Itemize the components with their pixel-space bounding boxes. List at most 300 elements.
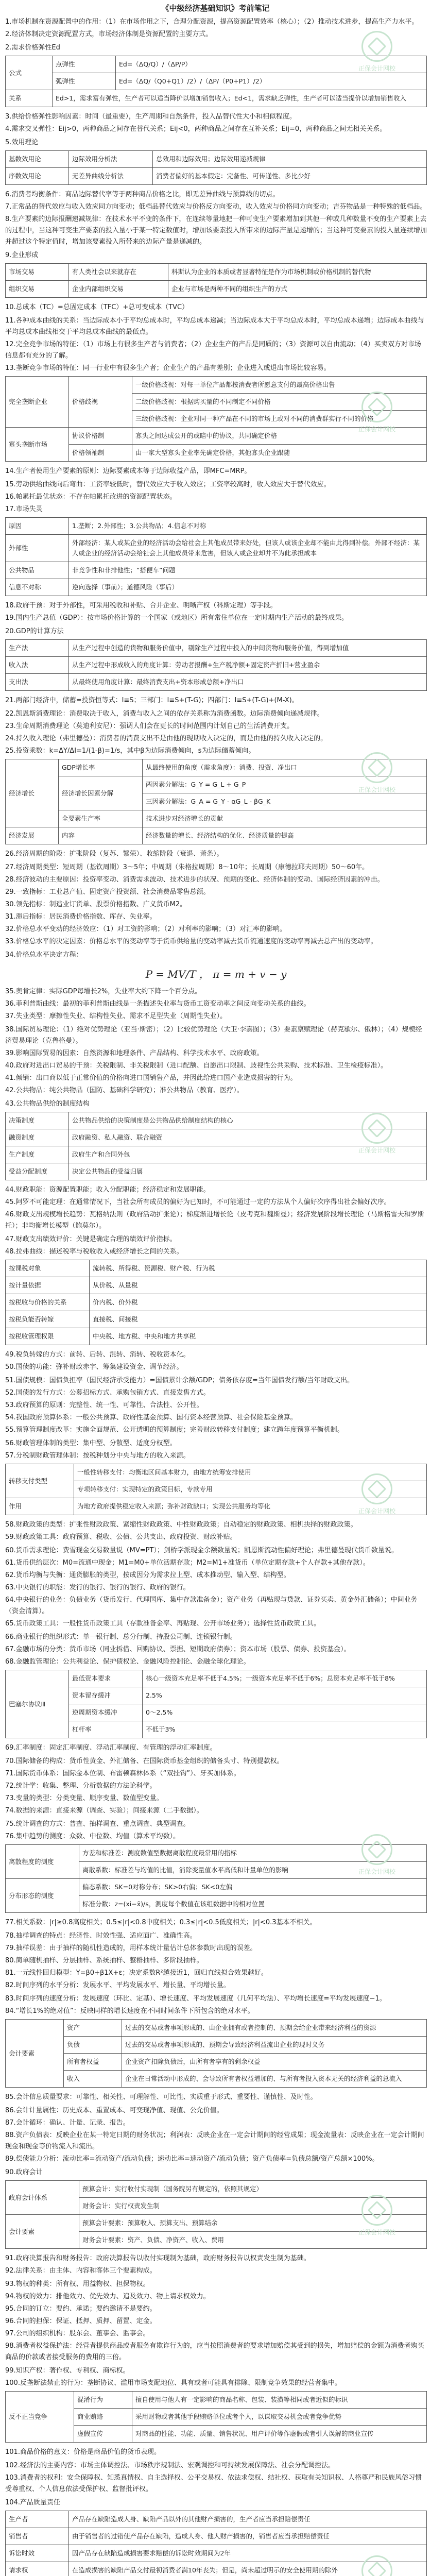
section-20: [5, 1819, 427, 1928]
watermark-text: 正保会计网校: [358, 426, 395, 433]
paragraph: 93.物权的种类：所有权、用益物权、担保物权。: [5, 2280, 150, 2288]
paragraph: 52.国债的发行方式：公募招标方式、承购包销方式、直接发售方式。: [5, 1389, 210, 1397]
table-cell: 经济发展: [6, 827, 59, 844]
table-row: [6, 1294, 427, 1311]
section-3: [5, 137, 427, 248]
paragraph: 96.合同的担保：保证、抵押、质押、留置、定金。: [5, 2317, 157, 2325]
paragraph: 94.物权的效力：排他效力、优先效力、追及效力、物上请求权效力。: [5, 2293, 210, 2300]
paragraph: 8.生产要素的边际报酬递减规律：在技术水平不变的条件下，在连续等量地把一种可变生产要素增加到其他一种或几种数量不变的生产要素上去的过程中，当这种可变生产要素的投入量小于某一特定数值时，增加该要素投入所带来的边际产量是递增的；当这种可变要素的投入量连续增加并超过这个特定值时，增加该要素投入所带来的边际产量是递减的。: [5, 215, 427, 246]
paragraph: 36.菲利普斯曲线：最初的菲利普斯曲线是一条描述失业率与货币工资变动率之间反向变动关系的曲线。: [5, 1000, 311, 1008]
section-16: [5, 1438, 427, 1543]
table-cell: 偏态系数：SK=0对称分布；SK>0右偏；SK<0左偏: [79, 1879, 427, 1896]
table-cell: 过去的交易或者事项形成的、预期会导致经济利益流出企业的现时义务: [122, 2037, 427, 2054]
table-cell: 逆向选择（事前）；道德风险（事后）: [69, 579, 427, 596]
paragraph: 3.供给价格弹性影响因素：时间（最重要），生产周期和自然条件，投入品替代性大小和相似程度。: [5, 113, 296, 121]
paragraph: 78.抽样调查的特点：经济性、时效性强、适应面广、准确性高。: [5, 1932, 197, 1940]
paragraph: 15.劳动供给曲线向后弯曲：工资率较低时，替代效应大于收入效应；工资率较高时，收入效应大于替代效应。: [5, 481, 331, 488]
table-row: [6, 1845, 427, 1862]
table-row: [6, 2545, 427, 2562]
table-cell: 产品存在缺陷造成人身、缺陷产品以外的其他财产损害的，生产者应当承担赔偿责任: [69, 2511, 427, 2528]
paragraph: 92.法律关系：由主体、内容和客体三个要素构成。: [5, 2267, 157, 2275]
table-cell: 逆周期资本缓冲: [69, 1704, 143, 1721]
table-cell: 对商品的性能、功能、质量、销售状况、用户评价等作虚假或者引人误解的商业宣传: [132, 2426, 427, 2443]
table-row: [6, 1687, 427, 1704]
paragraph: 95.合同的订立：要约、承诺；要约邀请不是要约。: [5, 2305, 157, 2313]
table-cell: 有人类社会以来就存在: [69, 264, 168, 281]
paragraph: 18.政府干预：对于外部性，可采用税收和补贴、合并企业、明晰产权（科斯定理）等手段。: [5, 602, 277, 609]
product-liability-table: [5, 2511, 427, 2576]
table-cell: 负债: [64, 2037, 122, 2054]
table-cell: 一级价格歧视：对每一单位产品都按消费者所愿意支付的最高价格出售: [132, 377, 427, 394]
table-row: [6, 151, 427, 168]
paragraph: 100.反垄断法禁止的行为：垄断协议、滥用市场支配地位、具有或者可能具有排除、限制竞争效果的经营者集中。: [5, 2379, 341, 2387]
table-cell: 杠杆率: [69, 1721, 143, 1738]
table-row: [6, 1704, 427, 1721]
table-row: [6, 827, 427, 844]
paragraph: 79.抽样误差：由于抽样的随机性造成的，用样本统计量估计总体参数时出现的误差。: [5, 1944, 257, 1952]
market-failure-table: [5, 517, 427, 596]
table-cell: 分布形态的测度: [6, 1879, 79, 1913]
paragraph: 59.财政政策工具：政府预算、税收、公债、公共支出、政府投资、财政补贴。: [5, 1533, 237, 1541]
table-row: [6, 1129, 427, 1146]
table-cell: 收入法: [6, 657, 69, 674]
table-cell: 支出法: [6, 674, 69, 691]
table-row: [6, 1670, 427, 1687]
table-cell: 反不正当竞争: [6, 2392, 74, 2443]
watermark-text: 正保会计网校: [358, 2229, 395, 2236]
table-cell: 从价税、从量税: [90, 1277, 427, 1294]
paragraph: 25.投资乘数：k=ΔY/ΔI=1/(1-β)=1/s，其中β为边际消费倾向，s为边际储蓄倾向。: [5, 747, 255, 755]
table-cell: 无差异曲线分析法: [69, 168, 153, 185]
elasticity-table: [5, 56, 427, 107]
paragraph: 7.正常品的替代效应与收入效应同方向变动；低档品替代效应与价格反方向变动，收入效应与价格同方向变动；吉芬物品是一种特殊的低档品。: [5, 203, 427, 211]
table-row: [6, 377, 427, 394]
table-cell: 全要素生产率: [59, 810, 143, 827]
table-row: [6, 2528, 427, 2545]
price-level-formula: P = MV/T ， π = m + v − y: [145, 968, 287, 980]
table-cell: 技术进步对经济增长的贡献: [143, 810, 427, 827]
paragraph: 97.公司的组织机构：股东会、董事会、监事会。: [5, 2330, 150, 2337]
table-cell: 在造成损害的缺陷产品交付最初消费者满10年丧失；但是，尚未超过明示的安全使用期的除外: [69, 2562, 427, 2576]
table-cell: 巴塞尔协议Ⅲ: [6, 1670, 69, 1738]
paragraph: 55.预算管理制度改革：实施全面规范、公开透明的预算制度；完善财政转移支付制度；建立跨年度预算平衡机制。: [5, 1426, 344, 1434]
paragraph: 63.中央银行的职能：发行的银行、银行的银行、政府的银行。: [5, 1584, 190, 1591]
table-cell: 经济增长因素分解: [59, 776, 143, 810]
section-25: [5, 2279, 427, 2363]
paragraph: 103.消费者的权利：安全保障权、知悉真情权、自主选择权、公平交易权、依法求偿权、结社权、获取有关知识权、人格尊严和民族风俗习惯受尊重权、个人信息依法受保护权、监督批评权。: [5, 2474, 422, 2493]
table-cell: 消费者偏好的基本假定：完备性、可传递性、多比少好: [153, 168, 427, 185]
paragraph: 24.持久收入理论（弗里德曼）：消费者的消费支出不是由他的现期收入决定的，而是由他的持久收入决定的。: [5, 735, 327, 742]
table-row: [6, 2054, 427, 2071]
table-row: [6, 2511, 427, 2528]
watermark-text: 正保会计网校: [358, 1147, 395, 1154]
table-row: [6, 518, 427, 535]
table-row: [6, 579, 427, 596]
table-cell: 按税收与价格的关系: [6, 1294, 90, 1311]
table-cell: 会计要素: [6, 2020, 64, 2088]
paragraph: 37.失业类型：摩擦性失业、结构性失业、需求不足型失业（周期性失业）。: [5, 1012, 227, 1020]
section-7: [5, 479, 427, 624]
table-cell: 所有者权益: [64, 2054, 122, 2071]
table-cell: 弧弹性: [53, 73, 116, 90]
table-cell: 虚假宣传: [74, 2426, 132, 2443]
table-row: [6, 640, 427, 657]
table-cell: 外部经济：某人或某企业的经济活动会给社会上其他成员带来好处，但该人或该企业却不能由此得到补偿。外部不经济：某人或企业的经济活动会给社会上其他成员带来危害，但该人或企业却并不为此承担成本: [69, 535, 427, 562]
section-18: [5, 1632, 427, 1754]
paragraph: 62.货币均衡与失衡：通货膨胀的类型，按成因分为需求拉上型、成本推动型、输入型、结构型。: [5, 1571, 290, 1579]
table-cell: 非竞争性和非排他性；“搭便车”问题: [69, 562, 427, 579]
table-row: [6, 1328, 427, 1345]
table-cell: 外部性: [6, 535, 69, 562]
section-heading: 9.企业形成: [5, 251, 39, 259]
paragraph: 51.国债规模：国债负担率（国民经济承受能力）=国债累计余额/GDP；债务依存度=当年国债发行额/当年财政支出。: [5, 1377, 354, 1384]
table-cell: 一般性转移支付：均衡地区间基本财力，由地方统筹安排使用: [74, 1464, 427, 1481]
tax-classification-table: [5, 1260, 427, 1345]
section-1: [5, 16, 427, 40]
paragraph: 74.数据的来源：直接来源（调查、实验）；间接来源（二手数据）。: [5, 1807, 203, 1815]
table-cell: 专项转移支付：实现特定的政策目标，专款专用: [74, 1481, 427, 1498]
section-heading: 104.产品质量责任: [5, 2499, 60, 2506]
section-24: [5, 2167, 427, 2277]
table-row: [6, 759, 427, 776]
paragraph: 39.影响国际贸易的因素：自然资源和地理条件、产品结构、科学技术水平、政府政策。: [5, 1049, 264, 1057]
paragraph: 57.分税制财政管理体制：按税种划分中央与地方的收入来源。: [5, 1452, 190, 1460]
table-row: [6, 674, 427, 691]
table-cell: 组织交易: [6, 281, 69, 298]
table-cell: 经济增长: [6, 759, 59, 827]
section-heading: 43.公共物品供给的制度结构: [5, 1100, 90, 1108]
table-cell: 按税负能否转嫁: [6, 1311, 90, 1328]
table-cell: 决定公共物品的受益归属: [69, 1163, 427, 1180]
table-row: [6, 428, 427, 445]
table-cell: 按计量依据: [6, 1277, 90, 1294]
table-cell: 作用: [6, 1498, 74, 1515]
table-cell: 协议价格制: [69, 428, 132, 445]
table-row: [6, 90, 427, 107]
section-9: [5, 708, 427, 860]
table-cell: 会计要素: [6, 2215, 79, 2249]
paragraph: 1.市场机制在资源配置中的作用：（1）在市场作用之下，合理分配资源，提高资源配置效率（核心）；（2）推动技术进步，提高生产力水平。: [5, 18, 419, 26]
paragraph: 49.税负转嫁的方式：前转、后转、混转、消转、税收资本化。: [5, 1351, 190, 1359]
paragraph: 22.凯恩斯消费理论：消费取决于收入，消费与收入之间的依存关系称为消费函数。边际消费倾向递减规律。: [5, 710, 324, 718]
table-cell: 离散程度的测度: [6, 1845, 79, 1879]
table-cell: 不低于3%: [143, 1721, 427, 1738]
utility-table: [5, 150, 427, 185]
table-row: [6, 1721, 427, 1738]
section-13: [5, 1098, 427, 1232]
table-cell: 价格领袖制: [69, 445, 132, 462]
table-cell: 生产制度: [6, 1146, 69, 1163]
table-row: [6, 445, 427, 462]
paragraph: 89.偿债能力分析：流动比率=流动资产/流动负债；速动比率=速动资产/流动负债；资产负债率=负债总额/资产总额×100%。: [5, 2155, 379, 2163]
paragraph: 38.国际贸易理论：（1）绝对优势理论（亚当·斯密）；（2）比较优势理论（大卫·李嘉图）；（3）要素禀赋理论（赫克歇尔、俄林）；（4）规模经济贸易理论（克鲁格曼）。: [5, 1026, 422, 1045]
section-28: [5, 2497, 427, 2576]
paragraph: 65.货币政策工具：一般性货币政策工具（存款准备金率、再贴现、公开市场业务）；选择性货币政策工具。: [5, 1620, 321, 1628]
table-cell: GDP增长率: [59, 759, 143, 776]
table-cell: 中央税、地方税、中央和地方共享税: [90, 1328, 427, 1345]
paragraph: 86.会计计量属性：历史成本、重置成本、可变现净值、现值、公允价值。: [5, 2107, 223, 2114]
paragraph: 42.公共物品：纯公共物品（国防、基础科学研究）；准公共物品（教育、医疗）。: [5, 1087, 244, 1094]
document-title: 《中级经济基础知识》考前笔记: [161, 4, 270, 13]
table-cell: 点弹性: [53, 56, 116, 73]
paragraph: 82.时间序列的水平分析：发展水平、平均发展水平、增长量、平均增长量。: [5, 1981, 230, 1989]
section-15: [5, 1375, 427, 1436]
table-cell: 转移支付类型: [6, 1464, 74, 1498]
paragraph: 45.阿罗不可能定理：在通常情况下，当社会所有成员的偏好为已知时，不可能通过一定的方法从个人偏好次序得出社会偏好次序。: [5, 1198, 391, 1206]
section-22: [5, 1993, 427, 2103]
section-14: [5, 1234, 427, 1373]
watermark-text: 正保会计网校: [358, 1868, 395, 1875]
table-cell: 三级价格歧视：企业对同一种产品在不同的市场上或对不同的消费群实行不同的价格: [132, 411, 427, 428]
table-cell: 原因: [6, 518, 69, 535]
dispersion-table: [5, 1844, 427, 1913]
paragraph: 6.消费者均衡条件：商品边际替代率等于两种商品价格之比，即无差异曲线与预算线的切点。: [5, 191, 280, 198]
table-row: [6, 2215, 427, 2232]
table-cell: 生产法: [6, 640, 69, 657]
paragraph: 85.会计信息质量要求：可靠性、相关性、可理解性、可比性、实质重于形式、重要性、谨慎性、及时性。: [5, 2093, 317, 2101]
table-cell: 三因素分解法：G_A = G_Y - αG_L - βG_K: [143, 793, 427, 810]
basel-table: [5, 1670, 427, 1738]
table-row: [6, 562, 427, 579]
paragraph: 98.消费者权益保护法：经营者提供商品或者服务有欺诈行为的，应当按照消费者的要求增加赔偿其受到的损失，增加赔偿的金额为消费者购买商品的价款或者接受服务的费用的三倍。: [5, 2342, 424, 2361]
table-cell: 企业内部组织交易: [69, 281, 168, 298]
table-cell: 决策制度: [6, 1112, 69, 1129]
section-heading: 90.政府会计: [5, 2168, 43, 2176]
paragraph: 81.一元线性回归模型：Y=β0+β1X+ε；决定系数R²越接近1，回归直线拟合效果越好。: [5, 1969, 268, 1977]
table-cell: 信息不对称: [6, 579, 69, 596]
table-cell: Ed>1，需求富有弹性，生产者可以适当降价以增加销售收入；Ed<1，需求缺乏弹性，生产者可以适当提价以增加销售收入: [53, 90, 427, 107]
paragraph: 29.一致指标：工业总产值、固定资产投资额、社会消费品零售总额。: [5, 888, 210, 896]
table-cell: 因产品存在缺陷造成损害要求赔偿的诉讼时效期间为2年: [69, 2545, 427, 2562]
paragraph: 83.时间序列的速度分析：发展速度（环比、定基）、增长速度、平均发展速度（几何平均法）、平均增长速度=平均发展速度−1。: [5, 1995, 386, 2003]
paragraph: 30.领先指标：制造业订货单、股票价格指数、广义货币M2。: [5, 901, 187, 908]
watermark-text: 正保会计网校: [358, 786, 395, 793]
table-row: [6, 2392, 427, 2409]
section-17: [5, 1545, 427, 1630]
transfer-payment-table: [5, 1464, 427, 1515]
table-cell: 市场交易: [6, 264, 69, 281]
section-2: [5, 42, 427, 135]
table-cell: 2.5%: [143, 1687, 427, 1704]
paragraph: 75.统计调查的方式：普查、抽样调查、重点调查、典型调查。: [5, 1820, 190, 1828]
table-cell: 采用财物或者其他手段贿赂单位或者个人，以谋取交易机会或者竞争优势: [132, 2409, 427, 2426]
table-row: [6, 810, 427, 827]
paragraph: 72.统计学：收集、整理、分析数据的方法论科学。: [5, 1782, 157, 1790]
table-cell: 方差和标准差：测度数值型数据离散程度最常用的指标: [79, 1845, 427, 1862]
paragraph: 101.商品价格的意义：价格是商品价值的货币表现。: [5, 2448, 161, 2456]
table-cell: 寡头之间达成公开的或暗中的协议，共同确定价格: [132, 428, 427, 445]
section-27: [5, 2460, 427, 2495]
section-heading: 5.效用理论: [5, 139, 39, 146]
section-5: [5, 315, 427, 374]
table-cell: 混淆行为: [74, 2392, 132, 2409]
table-cell: 受益分配制度: [6, 1163, 69, 1180]
table-cell: 两因素分解法：G_Y = G_L + G_P: [143, 776, 427, 793]
table-cell: 由一家大型寡头企业率先确定价格，其他寡头企业跟随: [132, 445, 427, 462]
paragraph: 66.商业银行的组织形式：单一银行制、总分行制、持股公司制、连锁银行制。: [5, 1633, 237, 1641]
paragraph: 48.拉弗曲线：描述税率与税收收入或经济增长之间的关系。: [5, 1248, 183, 1256]
paragraph: 11.各种成本曲线的关系：当边际成本小于平均总成本时，平均总成本递减；当边际成本大于平均总成本时，平均总成本递增；边际成本曲线与平均总成本曲线相交于平均总成本曲线的最低点。: [5, 317, 424, 336]
paragraph: 50.国债的功能：弥补财政赤字、筹集建设资金、调节经济。: [5, 1363, 183, 1371]
paragraph: 84.“增长1%的绝对值”：反映同样的增长速度在不同时间条件下所包含的绝对水平。: [5, 2007, 254, 2015]
table-cell: 核心一级资本充足率不低于4.5%；一级资本充足率不低于6%；总资本充足率不低于8%: [143, 1670, 427, 1687]
section-23: [5, 2105, 427, 2165]
firm-table: [5, 263, 427, 298]
table-cell: 商业贿赂: [74, 2409, 132, 2426]
table-cell: 流转税、所得税、资源税、财产税、行为税: [90, 1260, 427, 1277]
paragraph: 32.价格总水平变动的经济效应：（1）对工资的影响；（2）对利率的影响；（3）对汇率的影响。: [5, 925, 286, 933]
paragraph: 40.政府对进出口贸易的干预：关税限制、非关税限制（进口配额、自愿出口限制、歧视性公共采购、技术标准、卫生检疫标准）。: [5, 1062, 388, 1070]
table-row: [6, 657, 427, 674]
table-cell: 内容: [59, 827, 143, 844]
paragraph: 26.经济周期的阶段：扩张阶段（复苏、繁荣）、收缩阶段（衰退、萧条）。: [5, 850, 223, 858]
paragraph: 54.我国政府预算体系：一般公共预算、政府性基金预算、国有资本经营预算、社会保险基金预算。: [5, 1414, 297, 1421]
section-heading: 20.GDP的计算方法: [5, 628, 64, 635]
paragraph: 13.垄断竞争市场的特征：同一行业中有很多生产者；企业生产的产品有差别；企业进入或退出市场比较容易。: [5, 364, 331, 372]
paragraph: 60.货币需求理论：费雪现金交易数量说（MV=PT）；剑桥学派现金余额数量说；凯恩斯流动性偏好理论；弗里德曼现代货币数量说。: [5, 1547, 398, 1554]
paragraph: 64.中央银行的业务：负债业务（货币发行、代理国库、集中存款准备金）；资产业务（再贴现与贷款、证券买卖、黄金外汇储备）；中间业务（资金清算）。: [5, 1596, 418, 1615]
table-cell: 基数效用论: [6, 151, 69, 168]
paragraph: 53.政府预算的原则：完整性、统一性、可靠性、合法性、公开性。: [5, 1401, 203, 1409]
table-row: [6, 2071, 427, 2088]
table-cell: 预算会计要素：预算收入、预算支出、预算结余: [79, 2215, 427, 2232]
section-heading: 2.需求价格弹性Ed: [5, 44, 60, 52]
paragraph: 19.国内生产总值（GDP）：按市场价格计算的一个国家（或地区）所有常住单位在一定时期内生产活动的最终成果。: [5, 614, 349, 622]
table-cell: 从生产过程中创造的货物和服务价值中，剔除生产过程中投入的中间货物和服务价值，得到增加值: [69, 640, 427, 657]
section-heading: 17.市场失灵: [5, 505, 43, 513]
table-row: [6, 2181, 427, 2198]
table-cell: Ed=（ΔQ/（Q0+Q1）/2）/（ΔP/（P0+P1）/2）: [116, 73, 427, 90]
table-cell: 总效用和边际效用；边际效用递减规律: [153, 151, 427, 168]
table-cell: 完全垄断企业: [6, 377, 69, 428]
table-cell: 从最终使用角度计算：最终消费支出+资本形成总额+净出口: [69, 674, 427, 691]
table-cell: 政府生产和合同外包: [69, 1146, 427, 1163]
table-row: [6, 1163, 427, 1180]
table-cell: 公共物品: [6, 562, 69, 579]
section-4: [5, 250, 427, 313]
paragraph: 27.经济周期类型：短周期（基钦周期）3～5年；中周期（朱格拉周期）8～10年；长周期（康德拉耶夫周期）50～60年。: [5, 863, 369, 871]
table-cell: 价格歧视: [69, 377, 132, 428]
table-cell: 关系: [6, 90, 53, 107]
table-cell: 离散系数：标准差与均值的比值，消除变量值水平高低和计量单位的影响: [79, 1862, 427, 1879]
paragraph: 91.政府决算报告和财务报告：政府决算报告以收付实现制为基础，政府财务报告以权责发生制为基础。: [5, 2255, 311, 2262]
table-row: [6, 1112, 427, 1129]
paragraph: 76.集中趋势的测度：众数、中位数、均值（算术平均数）。: [5, 1833, 180, 1840]
table-row: [6, 2020, 427, 2037]
section-6: [5, 376, 427, 477]
paragraph: 23.生命周期消费理论（莫迪利安尼）：强调人们会在更长的时间范围内计划自己的生活消费开支。: [5, 722, 294, 730]
table-cell: 二级价格歧视：根据购买量的不同制定不同价格: [132, 394, 427, 411]
paragraph: 102.经济法的主要内容：市场主体调控法、市场秩序规制法、宏观调控和可持续发展保障法、社会分配调控法。: [5, 2462, 335, 2469]
table-cell: 请求权: [6, 2562, 69, 2576]
table-cell: 从最终使用的角度（需求角度）：消费、投资、净出口: [143, 759, 427, 776]
document-body: [0, 16, 431, 2576]
paragraph: 70.国际储备的构成：货币性黄金、外汇储备、在国际货币基金组织的储备头寸、特别提款权。: [5, 1757, 284, 1765]
table-cell: 从生产过程中形成收入的角度计算：劳动者报酬+生产税净额+固定资产折旧+营业盈余: [69, 657, 427, 674]
section-12: [5, 1024, 427, 1096]
table-cell: 预算会计：实行收付实现制（国务院另有规定的，依照其规定）: [79, 2181, 427, 2198]
paragraph: 12.完全竞争市场的特征：（1）市场上有很多生产者与消费者；（2）企业生产的产品是同质的；（3）资源可以自由流动；（4）买卖双方对市场信息都有充分的了解。: [5, 341, 421, 360]
paragraph: 10.总成本（TC）=总固定成本（TFC）+总可变成本（TVC）: [5, 303, 189, 311]
table-cell: 公式: [6, 56, 53, 90]
paragraph: 33.价格总水平的决定因素：价格总水平的变动率等于货币供给量的变动率减去货币流通速度的变动率再减去总产出的变动率。: [5, 938, 377, 945]
table-row: [6, 1260, 427, 1277]
table-cell: 企业与市场是两种不同的组织生产的方式: [168, 281, 427, 298]
paragraph: 58.财政政策的类型：扩张性财政政策、紧缩性财政政策、中性财政政策；自动稳定的财政政策、相机抉择的财政政策。: [5, 1521, 357, 1529]
paragraph: 99.知识产权：著作权、专利权、商标权。: [5, 2367, 130, 2375]
table-cell: 价内税、价外税: [90, 1294, 427, 1311]
paragraph: 68.金融监管理论：公共利益论、保护债权论、金融风险控制论、金融全球化理论。: [5, 1658, 250, 1666]
accounting-elements-table: [5, 2019, 427, 2088]
table-cell: 0～2.5%: [143, 1704, 427, 1721]
table-cell: 生产者: [6, 2511, 69, 2528]
table-cell: 融资制度: [6, 1129, 69, 1146]
table-cell: 企业在日常活动中形成的、会导致所有者权益增加的、与所有者投入资本无关的经济利益的总流入: [122, 2071, 427, 2088]
growth-table: [5, 759, 427, 844]
table-cell: 为地方政府提供稳定收入来源；弥补财政缺口；实现公共服务均等化: [74, 1498, 427, 1515]
paragraph: 46.财政支出规模增长趋势：瓦格纳法则（政府活动扩张论）；梯度渐进增长论（皮考克和魏斯曼）；经济发展阶段增长理论（马斯格雷夫和罗斯托）；非均衡增长模型（鲍莫尔）。: [5, 1211, 424, 1230]
watermark-text: 正保会计网校: [358, 1507, 395, 1515]
section-10: [5, 862, 427, 947]
table-row: [6, 2562, 427, 2576]
watermark-text: 正保会计网校: [358, 65, 395, 72]
table-cell: 公共物品供给的决策制度是公共物品供给制度结构的核心: [69, 1112, 427, 1129]
table-row: [6, 1498, 427, 1515]
paragraph: 31.滞后指标：居民消费价格指数、库存、失业率。: [5, 913, 157, 921]
paragraph: 35.奥肯定律：实际GDP每增长2%，失业率大约下降一个百分点。: [5, 988, 202, 995]
section-26: [5, 2365, 427, 2458]
table-row: [6, 1464, 427, 1481]
table-row: [6, 73, 427, 90]
paragraph: 67.金融市场的分类：货币市场（同业拆借、回购协议、票据、短期政府债券）；资本市场（股票、债券、投资基金）。: [5, 1646, 351, 1653]
table-cell: 资本留存缓冲: [69, 1687, 143, 1704]
paragraph: 21.两部门经济中，储蓄=投资恒等式：I≡S；三部门：I≡S+(T-G)；四部门：I≡S+(T-G)+(M-X)。: [5, 697, 299, 704]
paragraph: 61.货币供给层次：M0=流通中现金；M1=M0+单位活期存款；M2=M1+准货币（单位定期存款+个人存款+其他存款）。: [5, 1559, 370, 1567]
gdp-methods-table: [5, 639, 427, 691]
public-goods-table: [5, 1112, 427, 1180]
paragraph: 41.倾销：出口商以低于正常价值的价格向进口国销售产品，并因此给进口国产业造成损害的行为。: [5, 1074, 297, 1082]
table-cell: 经济数量的增长、经济结构的优化、经济质量的提高: [143, 827, 427, 844]
table-row: [6, 264, 427, 281]
section-19: [5, 1756, 427, 1817]
table-cell: 序数效用论: [6, 168, 69, 185]
table-cell: 销售者: [6, 2528, 69, 2545]
table-cell: 资产: [64, 2020, 122, 2037]
table-cell: 科斯认为企业的本质或者显著特征是作为市场机制或价格机制的替代物: [168, 264, 427, 281]
table-row: [6, 1879, 427, 1896]
table-row: [6, 2037, 427, 2054]
paragraph: 87.会计循环：确认、计量、记录、报告。: [5, 2119, 130, 2127]
table-row: [6, 776, 427, 793]
table-cell: 诉讼时效: [6, 2545, 69, 2562]
table-row: [6, 168, 427, 185]
paragraph: 2.经济体制决定资源配置方式，市场经济体制是资源配置的主要方式。: [5, 30, 213, 38]
section-8: [5, 626, 427, 706]
table-row: [6, 56, 427, 73]
paragraph: 88.资产负债表：反映企业在某一特定日期的财务状况；利润表：反映企业在一定会计期间的经营成果；现金流量表：反映企业在一定会计期间现金和现金等价物流入和流出。: [5, 2131, 424, 2150]
paragraph: 80.简单随机抽样、分层抽样、系统抽样、整群抽样、多阶段抽样。: [5, 1957, 203, 1964]
paragraph: 44.财政职能：资源配置职能；收入分配职能；经济稳定和发展职能。: [5, 1186, 210, 1194]
table-row: [6, 1311, 427, 1328]
paragraph: 16.帕累托最优状态：不存在帕累托改进的资源配置状态。: [5, 493, 177, 501]
table-cell: 按课税对象: [6, 1260, 90, 1277]
table-cell: 擅自使用与他人有一定影响的商品名称、包装、装潢等相同或者近似的标识: [132, 2392, 427, 2409]
table-cell: 寡头垄断市场: [6, 428, 69, 462]
paragraph: 56.财政管理体制的类型：集中型、分散型、适度分权型。: [5, 1439, 177, 1447]
paragraph: 47.财政支出绩效评价：关键是确定合理的绩效评价指标。: [5, 1235, 177, 1243]
table-cell: 直接税、间接税: [90, 1311, 427, 1328]
table-cell: 政府融资、私人融资、联合融资: [69, 1129, 427, 1146]
